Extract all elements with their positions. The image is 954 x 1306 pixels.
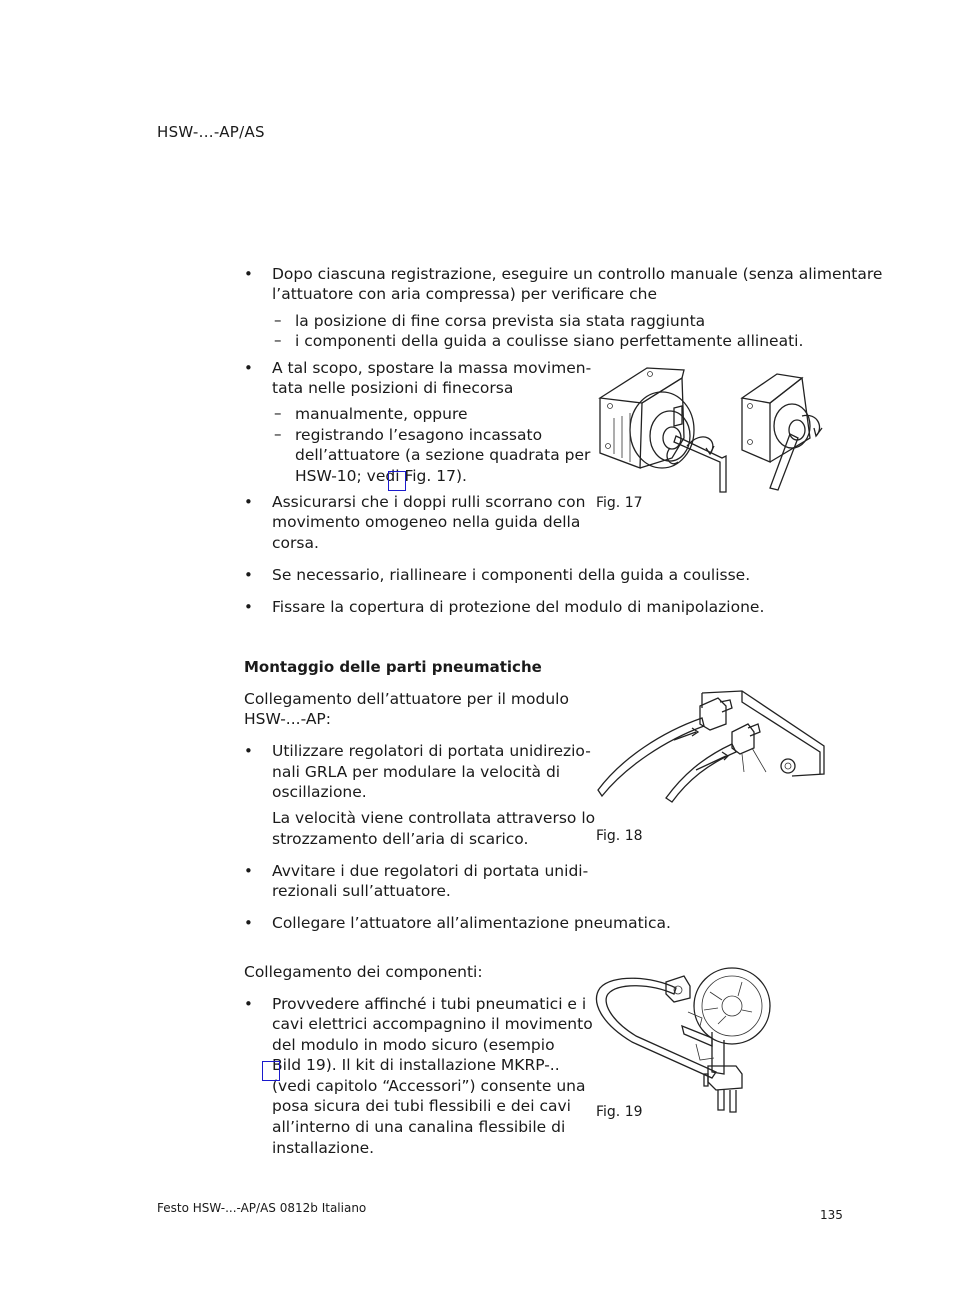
dash-marker: – [274,425,282,443]
bullet-marker: • [244,566,253,584]
bullet-marker: • [244,914,253,932]
paragraph-line: Utilizzare regolatori di portata unidirezio- [272,742,591,760]
page-number: 135 [820,1208,843,1222]
section-heading: Montaggio delle parti pneumatiche [244,658,542,676]
list-item: dell’attuatore (a sezione quadrata per [295,446,591,464]
paragraph-line: (vedi capitolo “Accessori”) consente una [272,1077,586,1095]
paragraph-line: del modulo in modo sicuro (esempio [272,1036,555,1054]
paragraph-line: Bild 19). Il kit di installazione MKRP-.. [272,1056,560,1074]
dash-marker: – [274,331,282,349]
paragraph-line: all’interno di una canalina flessibile di [272,1118,566,1136]
paragraph-line: Dopo ciascuna registrazione, eseguire un controllo manuale (senza alimentare [272,265,883,283]
link-highlight-box[interactable] [388,471,406,491]
running-header: HSW-...-AP/AS [157,123,265,141]
paragraph-line: Avvitare i due regolatori di portata unidi- [272,862,589,880]
paragraph-line: Assicurarsi che i doppi rulli scorrano con [272,493,586,511]
link-highlight-box[interactable] [262,1061,280,1081]
list-item: i componenti della guida a coulisse siano perfettamente allineati. [295,332,804,350]
paragraph-line: La velocità viene controllata attraverso lo [272,809,596,827]
list-item: HSW-10; vedi Fig. 17). [295,467,467,485]
bullet-marker: • [244,265,253,283]
figure-caption: Fig. 17 [596,495,643,511]
list-item: manualmente, oppure [295,405,468,423]
paragraph-line: Collegamento dei componenti: [244,963,483,981]
figure-caption: Fig. 18 [596,828,643,844]
paragraph-line: Fissare la copertura di protezione del modulo di manipolazione. [272,598,765,616]
paragraph-line: rezionali sull’attuatore. [272,882,451,900]
figure-17-illustration [592,358,842,498]
paragraph-line: Se necessario, riallineare i componenti della guida a coulisse. [272,566,751,584]
list-item: la posizione di fine corsa prevista sia stata raggiunta [295,312,706,330]
bullet-marker: • [244,862,253,880]
dash-marker: – [274,404,282,422]
figure-19-illustration [592,962,792,1118]
paragraph-line: Collegamento dell’attuatore per il modulo [244,690,569,708]
paragraph-line: posa sicura dei tubi flessibili e dei cavi [272,1097,571,1115]
bullet-marker: • [244,742,253,760]
paragraph-line: oscillazione. [272,783,367,801]
dash-marker: – [274,311,282,329]
figure-18-illustration [592,688,828,808]
paragraph-line: Collegare l’attuatore all’alimentazione pneumatica. [272,914,671,932]
bullet-marker: • [244,598,253,616]
paragraph-line: strozzamento dell’aria di scarico. [272,830,529,848]
bullet-marker: • [244,995,253,1013]
paragraph-line: movimento omogeneo nella guida della [272,513,581,531]
paragraph-line: A tal scopo, spostare la massa movimen- [272,359,592,377]
paragraph-line: nali GRLA per modulare la velocità di [272,763,561,781]
paragraph-line: cavi elettrici accompagnino il movimento [272,1015,593,1033]
paragraph-line: tata nelle posizioni di finecorsa [272,379,514,397]
paragraph-line: Provvedere affinché i tubi pneumatici e i [272,995,587,1013]
paragraph-line: installazione. [272,1139,375,1157]
paragraph-line: HSW-...-AP: [244,710,331,728]
list-item: registrando l’esagono incassato [295,426,543,444]
footer-document-info: Festo HSW-...-AP/AS 0812b Italiano [157,1201,367,1215]
figure-caption: Fig. 19 [596,1104,643,1120]
bullet-marker: • [244,359,253,377]
bullet-marker: • [244,493,253,511]
paragraph-line: l’attuatore con aria compressa) per verificare che [272,285,657,303]
paragraph-line: corsa. [272,534,319,552]
